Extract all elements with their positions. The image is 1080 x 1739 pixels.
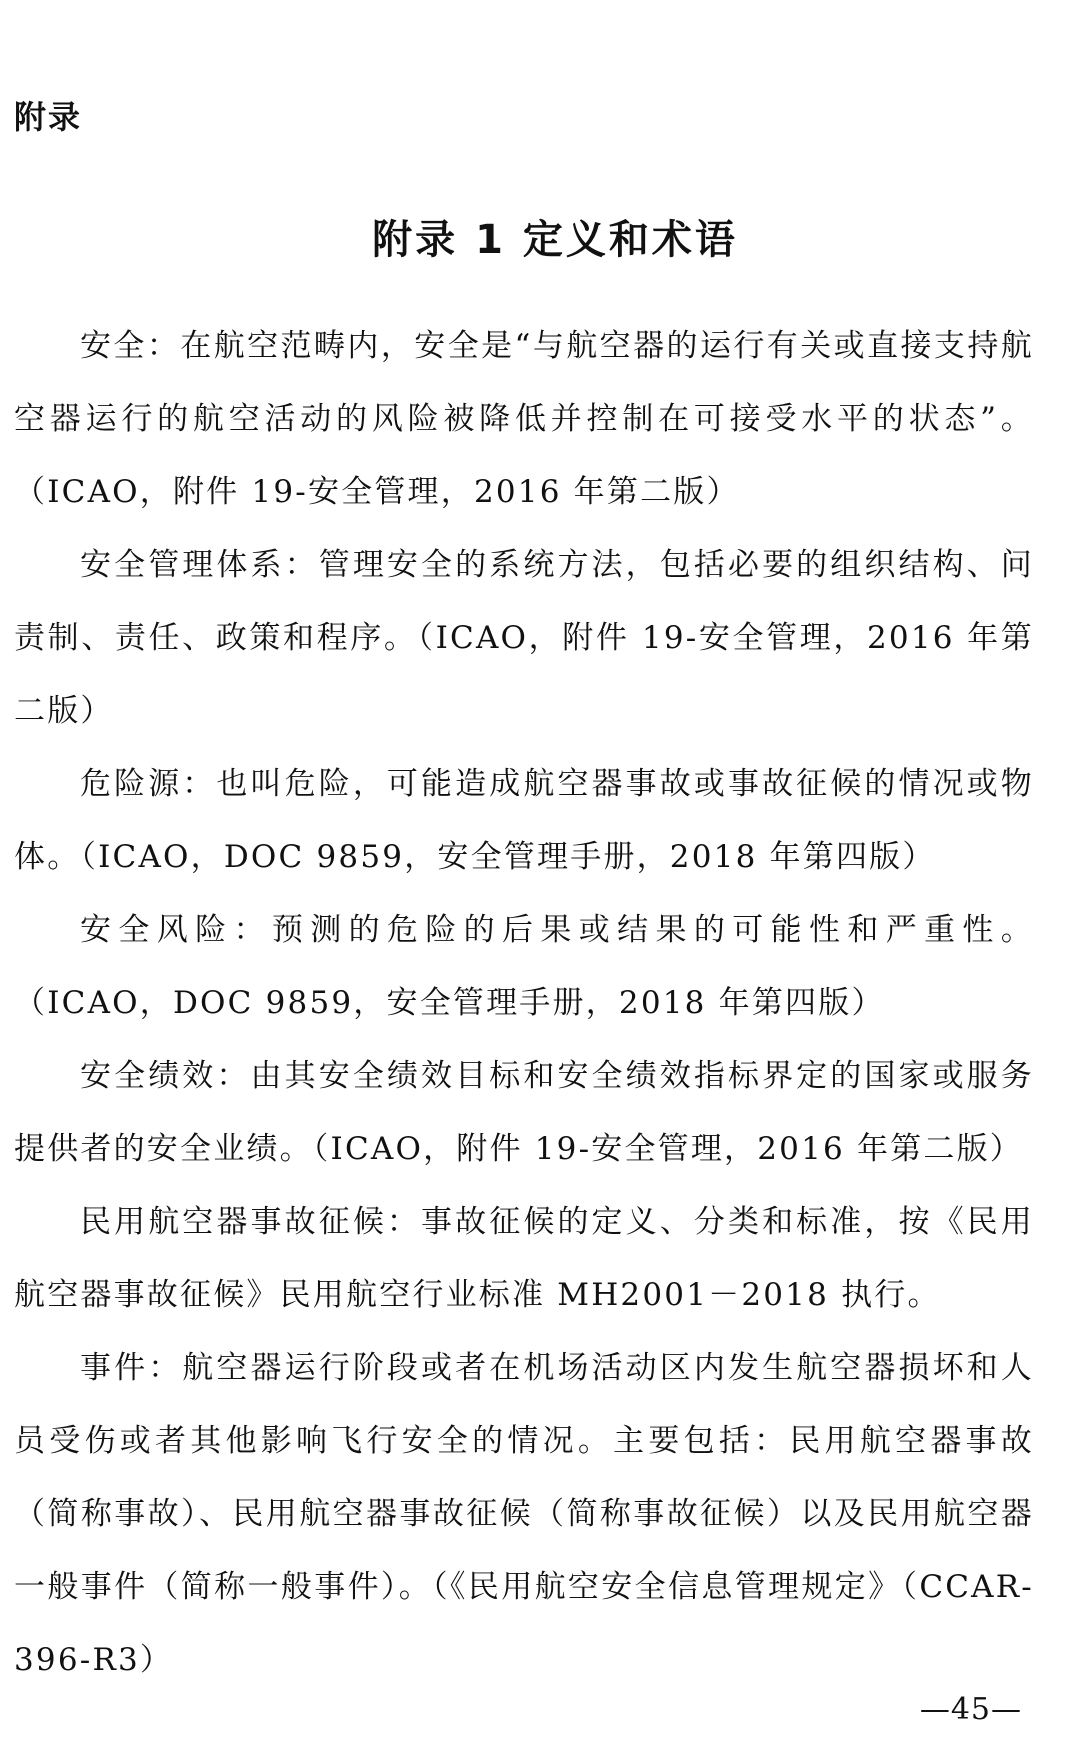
definition-safety: 安全：在航空范畴内，安全是“与航空器的运行有关或直接支持航空器运行的航空活动的风险被降低并控制在可接受水平的状态”。（ICAO，附件 19-安全管理，2016 年第二版） xyxy=(14,328,1034,510)
definition-safety-performance: 安全绩效：由其安全绩效目标和安全绩效指标界定的国家或服务提供者的安全业绩。（ICAO，附件 19-安全管理，2016 年第二版） xyxy=(14,1058,1034,1167)
definition-hazard: 危险源：也叫危险，可能造成航空器事故或事故征候的情况或物体。（ICAO，DOC 9859，安全管理手册，2018 年第四版） xyxy=(14,766,1034,875)
definition-safety-risk: 安全风险：预测的危险的后果或结果的可能性和严重性。（ICAO，DOC 9859，安全管理手册，2018 年第四版） xyxy=(14,912,1034,1021)
document-body xyxy=(14,310,1034,1697)
definition-incident: 民用航空器事故征候：事故征候的定义、分类和标准，按《民用航空器事故征候》民用航空行业标准 MH2001－2018 执行。 xyxy=(14,1204,1034,1313)
definition-sms: 安全管理体系：管理安全的系统方法，包括必要的组织结构、问责制、责任、政策和程序。（ICAO，附件 19-安全管理，2016 年第二版） xyxy=(14,547,1034,729)
definition-event: 事件：航空器运行阶段或者在机场活动区内发生航空器损坏和人员受伤或者其他影响飞行安全的情况。主要包括：民用航空器事故（简称事故）、民用航空器事故征候（简称事故征候）以及民用航空器一般事件（简称一般事件）。（《民用航空安全信息管理规定》（CCAR-396-R3） xyxy=(14,1350,1034,1678)
page-title: 附录 1 定义和术语 xyxy=(372,217,738,263)
section-label: 附录 xyxy=(14,98,83,136)
page-number: —45— xyxy=(919,1692,1022,1727)
